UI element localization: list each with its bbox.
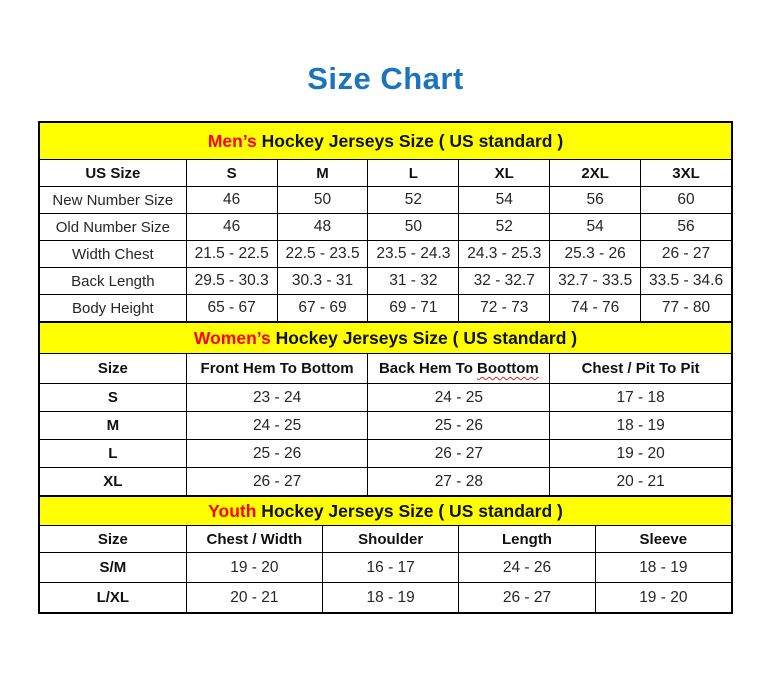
- column-header: Chest / Pit To Pit: [550, 354, 732, 384]
- row-label: Old Number Size: [40, 214, 187, 241]
- table-row: [40, 440, 732, 468]
- table-row: [40, 384, 732, 412]
- table-row: [40, 583, 732, 613]
- value-cell: 21.5 - 22.5: [186, 241, 277, 268]
- value-cell: 23.5 - 24.3: [368, 241, 459, 268]
- value-cell: 65 - 67: [186, 295, 277, 322]
- value-cell: 30.3 - 31: [277, 268, 368, 295]
- table-row: [40, 241, 732, 268]
- column-header: US Size: [40, 160, 187, 187]
- row-label: New Number Size: [40, 187, 187, 214]
- table-row: [40, 412, 732, 440]
- column-header: Front Hem To Bottom: [186, 354, 368, 384]
- section-heading-rest: Hockey Jerseys Size ( US standard ): [256, 500, 563, 521]
- value-cell: 52: [368, 187, 459, 214]
- value-cell: 19 - 20: [595, 583, 731, 613]
- value-cell: 56: [641, 214, 732, 241]
- row-label: S: [40, 384, 187, 412]
- section-heading-highlight: Youth: [208, 500, 257, 521]
- section-heading-highlight: Men’s: [207, 130, 257, 151]
- value-cell: 20 - 21: [186, 583, 322, 613]
- value-cell: 48: [277, 214, 368, 241]
- value-cell: 33.5 - 34.6: [641, 268, 732, 295]
- column-header-row: [40, 160, 732, 187]
- column-header-row: [40, 526, 732, 553]
- value-cell: 50: [277, 187, 368, 214]
- row-label: Body Height: [40, 295, 187, 322]
- column-header: 3XL: [641, 160, 732, 187]
- value-cell: 22.5 - 23.5: [277, 241, 368, 268]
- value-cell: 24 - 25: [186, 412, 368, 440]
- table-row: [40, 268, 732, 295]
- value-cell: 26 - 27: [368, 440, 550, 468]
- column-header: Length: [459, 526, 595, 553]
- column-header: Back Hem To Boottom: [368, 354, 550, 384]
- value-cell: 74 - 76: [550, 295, 641, 322]
- value-cell: 18 - 19: [323, 583, 459, 613]
- value-cell: 18 - 19: [595, 553, 731, 583]
- value-cell: 31 - 32: [368, 268, 459, 295]
- value-cell: 32.7 - 33.5: [550, 268, 641, 295]
- column-header: L: [368, 160, 459, 187]
- value-cell: 19 - 20: [186, 553, 322, 583]
- column-header: M: [277, 160, 368, 187]
- table-womens: [39, 322, 732, 496]
- value-cell: 25 - 26: [186, 440, 368, 468]
- value-cell: 29.5 - 30.3: [186, 268, 277, 295]
- value-cell: 27 - 28: [368, 468, 550, 496]
- value-cell: 72 - 73: [459, 295, 550, 322]
- table-row: [40, 295, 732, 322]
- section-heading-youth: [40, 497, 732, 526]
- value-cell: 46: [186, 187, 277, 214]
- value-cell: 77 - 80: [641, 295, 732, 322]
- value-cell: 23 - 24: [186, 384, 368, 412]
- section-heading-highlight: Women’s: [193, 327, 271, 348]
- value-cell: 26 - 27: [459, 583, 595, 613]
- value-cell: 56: [550, 187, 641, 214]
- value-cell: 26 - 27: [641, 241, 732, 268]
- column-header: S: [186, 160, 277, 187]
- row-label: M: [40, 412, 187, 440]
- section-heading-rest: Hockey Jerseys Size ( US standard ): [256, 130, 564, 151]
- value-cell: 18 - 19: [550, 412, 732, 440]
- value-cell: 19 - 20: [550, 440, 732, 468]
- section-heading-womens: [40, 323, 732, 354]
- table-row: [40, 214, 732, 241]
- column-header-row: [40, 354, 732, 384]
- value-cell: 24.3 - 25.3: [459, 241, 550, 268]
- value-cell: 16 - 17: [323, 553, 459, 583]
- table-row: [40, 468, 732, 496]
- column-header: Shoulder: [323, 526, 459, 553]
- value-cell: 20 - 21: [550, 468, 732, 496]
- value-cell: 50: [368, 214, 459, 241]
- row-label: Width Chest: [40, 241, 187, 268]
- page-title: Size Chart: [307, 61, 464, 96]
- value-cell: 60: [641, 187, 732, 214]
- value-cell: 25 - 26: [368, 412, 550, 440]
- value-cell: 26 - 27: [186, 468, 368, 496]
- size-chart: [38, 121, 733, 614]
- value-cell: 25.3 - 26: [550, 241, 641, 268]
- value-cell: 54: [550, 214, 641, 241]
- value-cell: 24 - 26: [459, 553, 595, 583]
- value-cell: 46: [186, 214, 277, 241]
- table-row: [40, 553, 732, 583]
- value-cell: 69 - 71: [368, 295, 459, 322]
- row-label: XL: [40, 468, 187, 496]
- value-cell: 24 - 25: [368, 384, 550, 412]
- row-label: S/M: [40, 553, 187, 583]
- column-header: Sleeve: [595, 526, 731, 553]
- table-row: [40, 187, 732, 214]
- column-header: Size: [40, 526, 187, 553]
- misspelled-word: Boottom: [477, 360, 539, 377]
- value-cell: 67 - 69: [277, 295, 368, 322]
- section-heading-mens: [40, 123, 732, 160]
- row-label: L/XL: [40, 583, 187, 613]
- value-cell: 54: [459, 187, 550, 214]
- column-header: Chest / Width: [186, 526, 322, 553]
- column-header: 2XL: [550, 160, 641, 187]
- column-header: Size: [40, 354, 187, 384]
- table-youth: [39, 496, 732, 613]
- table-mens: [39, 122, 732, 322]
- value-cell: 52: [459, 214, 550, 241]
- row-label: L: [40, 440, 187, 468]
- column-header: XL: [459, 160, 550, 187]
- row-label: Back Length: [40, 268, 187, 295]
- value-cell: 17 - 18: [550, 384, 732, 412]
- section-heading-rest: Hockey Jerseys Size ( US standard ): [270, 327, 578, 348]
- value-cell: 32 - 32.7: [459, 268, 550, 295]
